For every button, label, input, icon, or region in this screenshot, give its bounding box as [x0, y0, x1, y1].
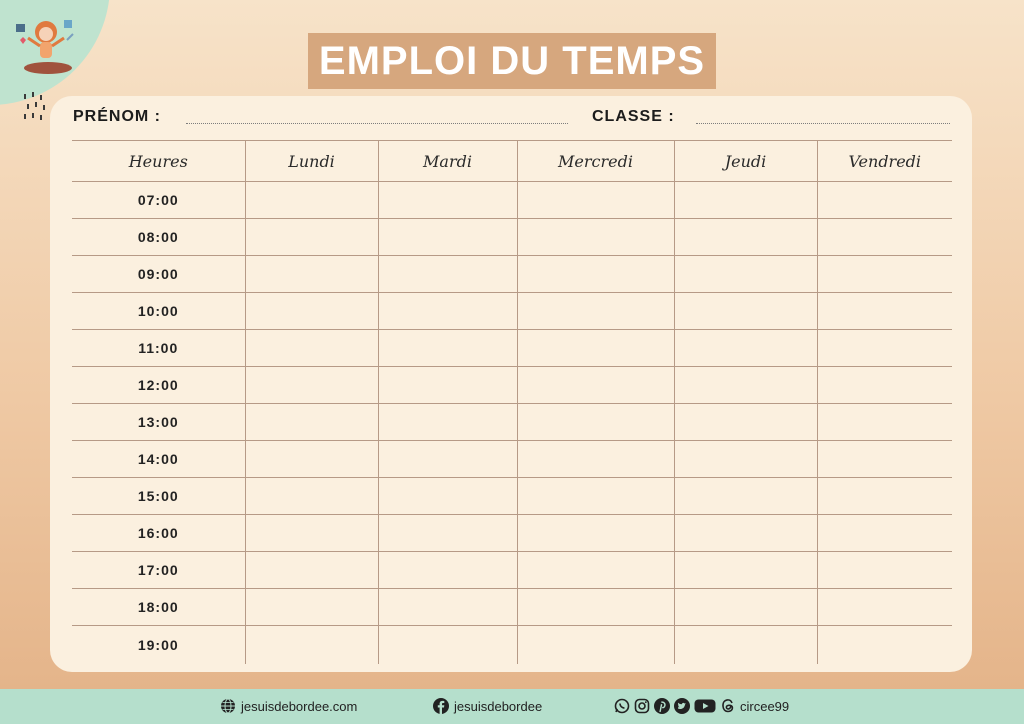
table-row — [72, 515, 952, 552]
slot-cell-mardi[interactable] — [378, 478, 517, 515]
slot-cell-mercredi[interactable] — [517, 589, 674, 626]
slot-cell-lundi[interactable] — [245, 367, 378, 404]
slot-cell-mardi[interactable] — [378, 441, 517, 478]
slot-cell-mardi[interactable] — [378, 293, 517, 330]
slot-cell-mercredi[interactable] — [517, 515, 674, 552]
slot-cell-lundi[interactable] — [245, 256, 378, 293]
slot-cell-vendredi[interactable] — [817, 626, 952, 665]
table-row — [72, 182, 952, 219]
table-row — [72, 626, 952, 665]
website-text: jesuisdebordee.com — [241, 698, 358, 714]
hour-cell: 14:00 — [72, 441, 245, 478]
slot-cell-vendredi[interactable] — [817, 404, 952, 441]
slot-cell-vendredi[interactable] — [817, 330, 952, 367]
classe-label: CLASSE : — [592, 108, 675, 125]
slot-cell-lundi[interactable] — [245, 219, 378, 256]
slot-cell-mardi[interactable] — [378, 589, 517, 626]
slot-cell-lundi[interactable] — [245, 293, 378, 330]
slot-cell-lundi[interactable] — [245, 478, 378, 515]
slot-cell-mardi[interactable] — [378, 404, 517, 441]
slot-cell-lundi[interactable] — [245, 330, 378, 367]
slot-cell-jeudi[interactable] — [674, 256, 817, 293]
slot-cell-mardi[interactable] — [378, 182, 517, 219]
table-row — [72, 404, 952, 441]
slot-cell-vendredi[interactable] — [817, 256, 952, 293]
slot-cell-jeudi[interactable] — [674, 515, 817, 552]
threads-icon — [720, 698, 736, 714]
footer-facebook[interactable] — [433, 698, 542, 714]
table-row — [72, 441, 952, 478]
hour-cell: 07:00 — [72, 182, 245, 219]
slot-cell-mercredi[interactable] — [517, 478, 674, 515]
hour-cell: 18:00 — [72, 589, 245, 626]
hour-cell: 19:00 — [137, 637, 179, 653]
table-row — [72, 256, 952, 293]
slot-cell-mercredi[interactable] — [517, 441, 674, 478]
pinterest-icon — [654, 698, 670, 714]
hour-cell: 09:00 — [72, 256, 245, 293]
slot-cell-jeudi[interactable] — [674, 330, 817, 367]
slot-cell-mardi[interactable] — [378, 330, 517, 367]
slot-cell-mercredi[interactable] — [517, 552, 674, 589]
column-header-heures: Heures — [72, 141, 245, 182]
hour-cell: 08:00 — [72, 219, 245, 256]
globe-icon — [220, 698, 236, 714]
table-row — [72, 552, 952, 589]
facebook-text: jesuisdebordee — [454, 698, 543, 714]
slot-cell-vendredi[interactable] — [817, 589, 952, 626]
footer-socials[interactable] — [614, 698, 789, 714]
slot-cell-mardi[interactable] — [378, 552, 517, 589]
slot-cell-lundi[interactable] — [245, 626, 378, 665]
instagram-icon — [634, 698, 650, 714]
slot-cell-vendredi[interactable] — [817, 219, 952, 256]
slot-cell-lundi[interactable] — [245, 441, 378, 478]
facebook-icon — [433, 698, 449, 714]
slot-cell-vendredi[interactable] — [817, 441, 952, 478]
title-banner — [308, 33, 716, 89]
hour-cell: 10:00 — [72, 293, 245, 330]
slot-cell-lundi[interactable] — [245, 515, 378, 552]
table-row — [72, 330, 952, 367]
footer-bar — [0, 689, 1024, 724]
slot-cell-vendredi[interactable] — [817, 367, 952, 404]
whatsapp-icon — [614, 698, 630, 714]
slot-cell-mardi[interactable] — [378, 515, 517, 552]
table-body — [72, 182, 952, 665]
slot-cell-jeudi[interactable] — [674, 626, 817, 665]
slot-cell-mardi[interactable] — [378, 219, 517, 256]
slot-cell-jeudi[interactable] — [674, 293, 817, 330]
slot-cell-vendredi[interactable] — [817, 515, 952, 552]
slot-cell-mercredi[interactable] — [517, 404, 674, 441]
slot-cell-vendredi[interactable] — [817, 182, 952, 219]
slot-cell-mercredi[interactable] — [517, 330, 674, 367]
page-title: EMPLOI DU TEMPS — [318, 38, 706, 83]
hour-cell: 13:00 — [72, 404, 245, 441]
table-header-row — [72, 141, 952, 182]
slot-cell-mercredi[interactable] — [517, 367, 674, 404]
slot-cell-mardi[interactable] — [378, 626, 517, 665]
schedule-table — [72, 140, 952, 664]
slot-cell-mercredi[interactable] — [517, 626, 674, 665]
slot-cell-vendredi[interactable] — [817, 293, 952, 330]
slot-cell-lundi[interactable] — [245, 552, 378, 589]
twitter-icon — [674, 698, 690, 714]
column-header-lundi: Lundi — [245, 141, 378, 182]
slot-cell-lundi[interactable] — [245, 182, 378, 219]
hour-cell: 16:00 — [72, 515, 245, 552]
hour-cell: 17:00 — [72, 552, 245, 589]
slot-cell-jeudi[interactable] — [674, 219, 817, 256]
footer-website[interactable] — [220, 698, 357, 714]
column-header-mercredi: Mercredi — [517, 141, 674, 182]
table-row — [72, 589, 952, 626]
table-row — [72, 219, 952, 256]
slot-cell-jeudi[interactable] — [674, 552, 817, 589]
slot-cell-vendredi[interactable] — [817, 552, 952, 589]
column-header-vendredi: Vendredi — [817, 141, 952, 182]
dots-decoration — [22, 92, 52, 122]
slot-cell-mercredi[interactable] — [517, 293, 674, 330]
slot-cell-mercredi[interactable] — [517, 182, 674, 219]
classe-field[interactable] — [696, 123, 950, 124]
prenom-field[interactable] — [186, 123, 568, 124]
column-header-jeudi: Jeudi — [674, 141, 817, 182]
slot-cell-mardi[interactable] — [378, 367, 517, 404]
social-handle-text: circee99 — [740, 698, 790, 714]
slot-cell-jeudi[interactable] — [674, 441, 817, 478]
hour-cell: 15:00 — [72, 478, 245, 515]
slot-cell-jeudi[interactable] — [674, 367, 817, 404]
hour-cell: 12:00 — [72, 367, 245, 404]
prenom-label: PRÉNOM : — [73, 108, 161, 125]
slot-cell-mardi[interactable] — [378, 256, 517, 293]
column-header-mardi: Mardi — [378, 141, 517, 182]
hour-cell: 11:00 — [72, 330, 245, 367]
slot-cell-jeudi[interactable] — [674, 404, 817, 441]
table-row — [72, 367, 952, 404]
slot-cell-lundi[interactable] — [245, 404, 378, 441]
slot-cell-lundi[interactable] — [245, 589, 378, 626]
slot-cell-mercredi[interactable] — [517, 219, 674, 256]
youtube-icon — [694, 698, 716, 714]
slot-cell-vendredi[interactable] — [817, 478, 952, 515]
girl-illustration-logo — [10, 10, 80, 80]
slot-cell-jeudi[interactable] — [674, 182, 817, 219]
slot-cell-jeudi[interactable] — [674, 478, 817, 515]
slot-cell-jeudi[interactable] — [674, 589, 817, 626]
table-row — [72, 293, 952, 330]
table-row — [72, 478, 952, 515]
slot-cell-mercredi[interactable] — [517, 256, 674, 293]
